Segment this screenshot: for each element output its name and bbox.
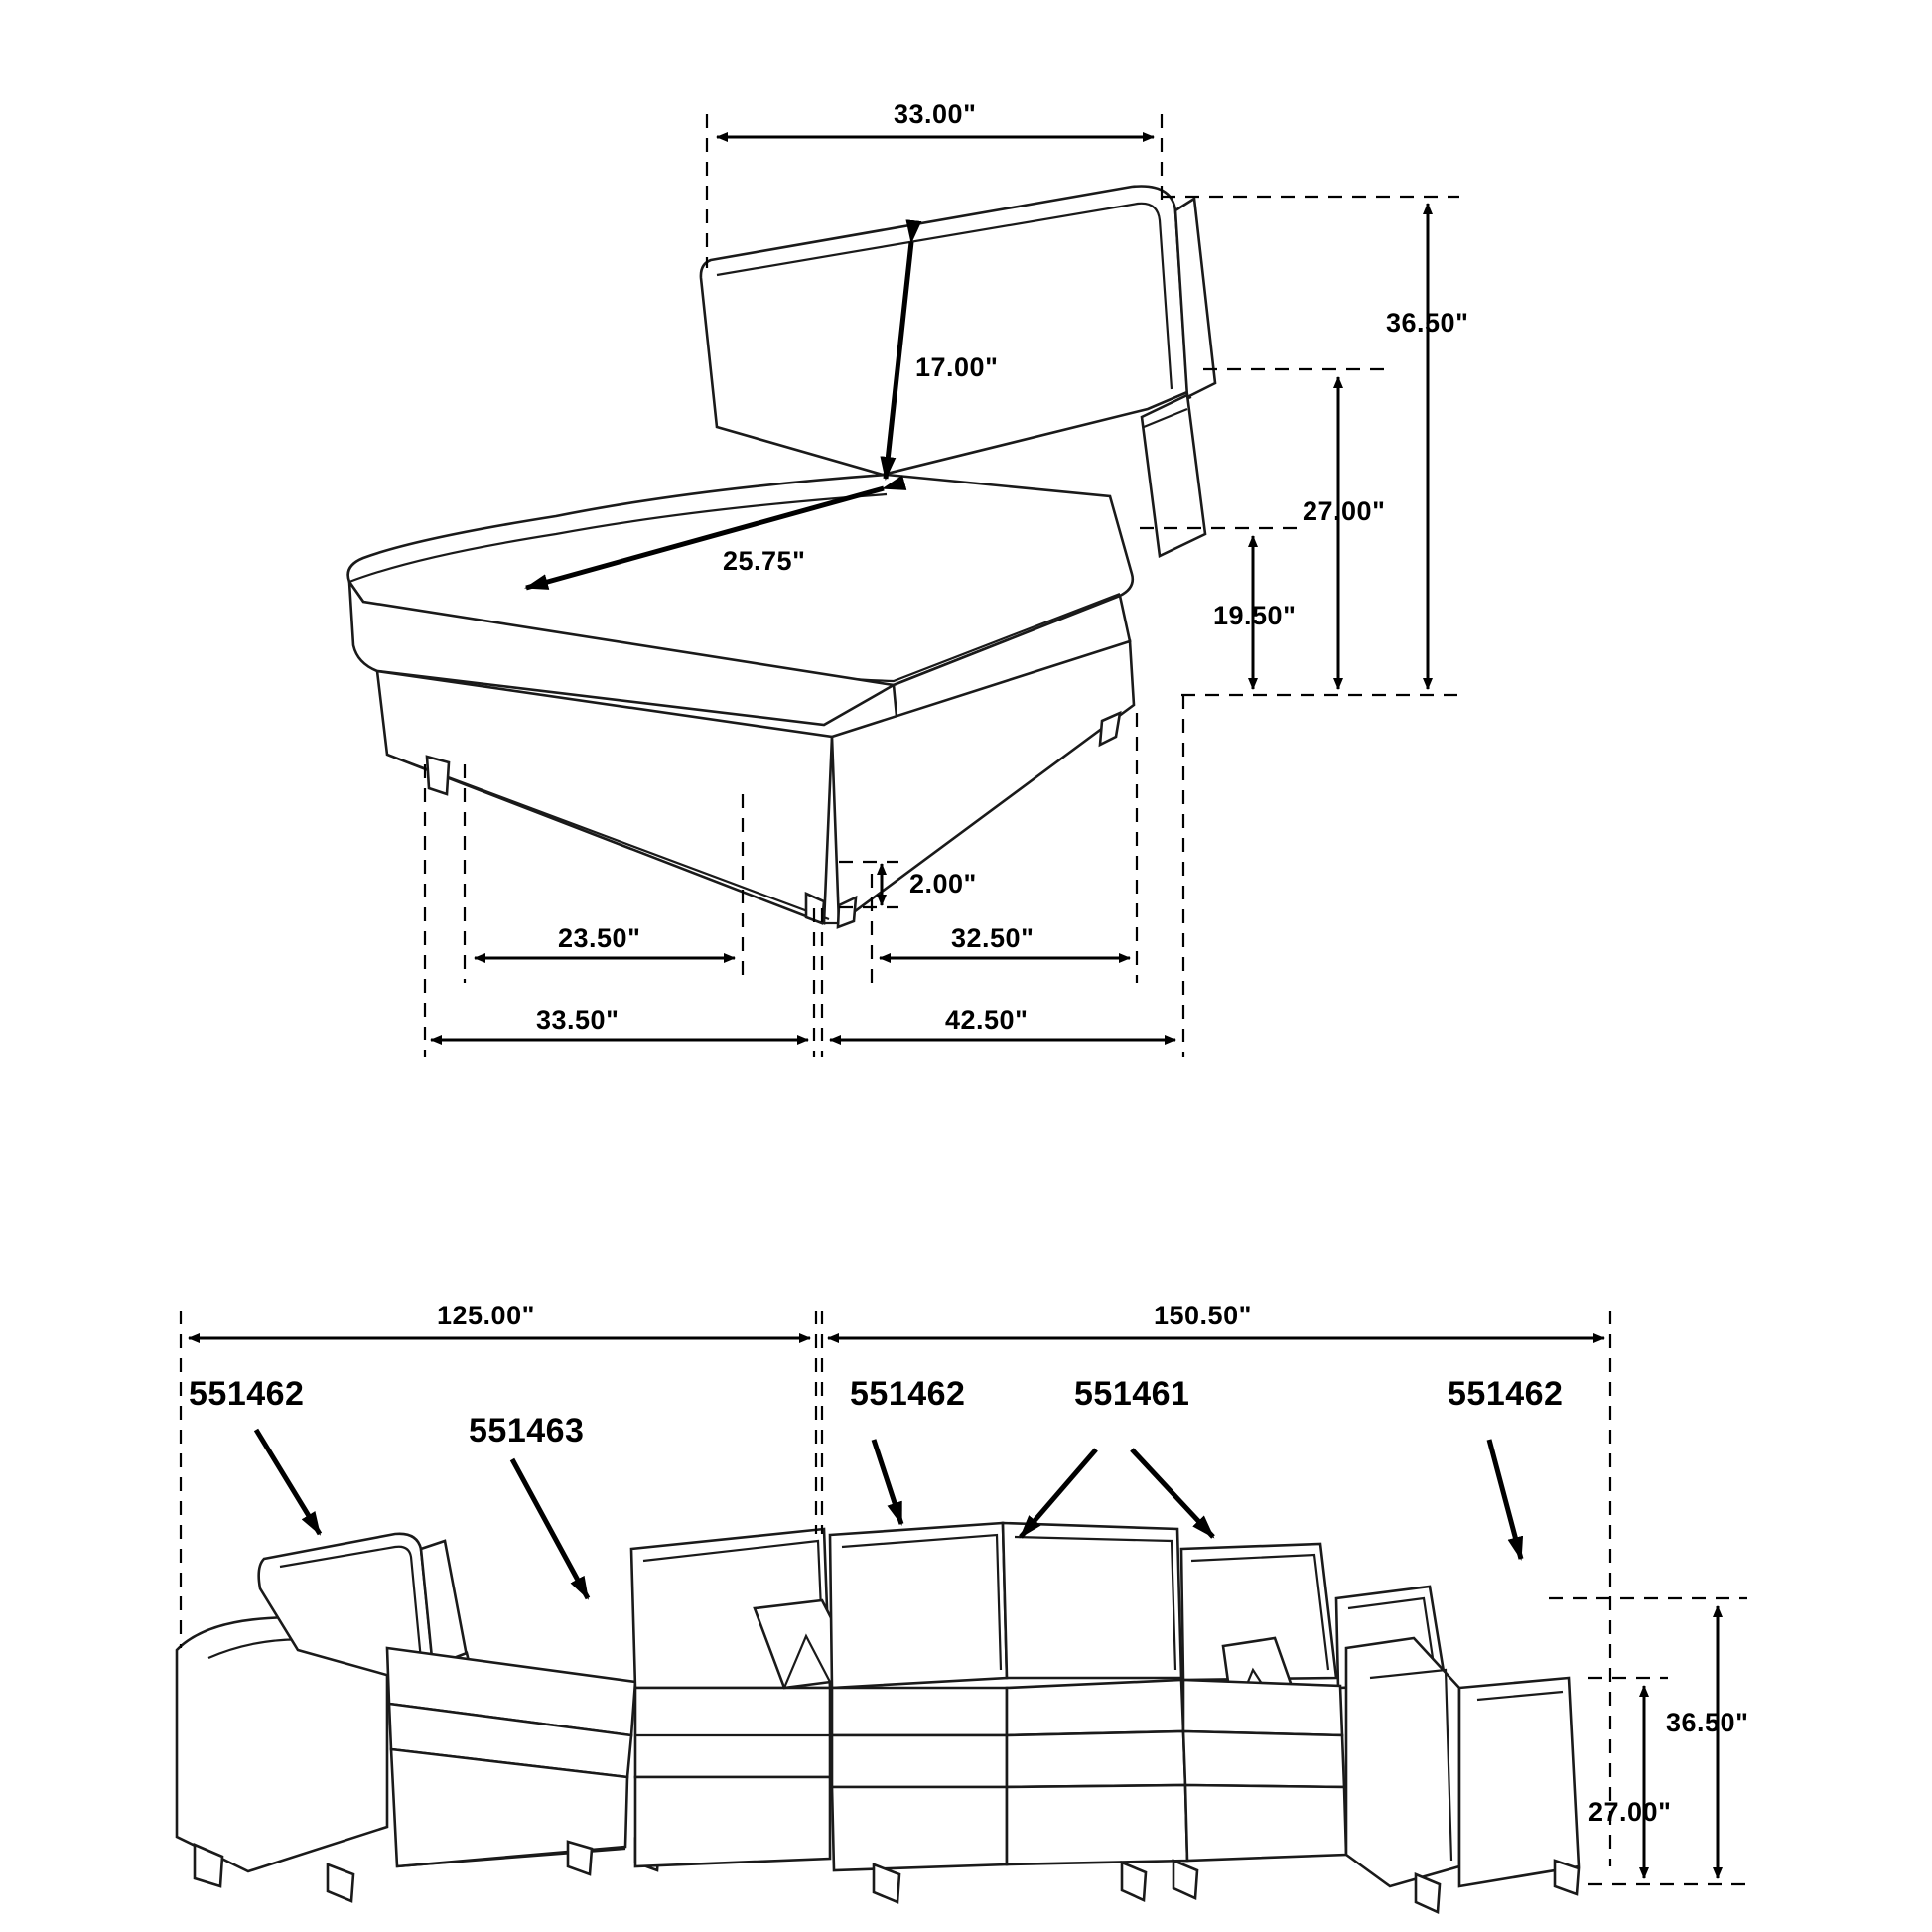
dimension-seat-height-top: 19.50" xyxy=(1213,601,1297,630)
dimension-overall-right-width: 42.50" xyxy=(945,1005,1029,1035)
part-callout-551462-mid: 551462 xyxy=(850,1375,966,1413)
dimension-width-top: 33.00" xyxy=(894,99,977,129)
dimension-overall-height-bottom: 36.50" xyxy=(1666,1708,1749,1737)
dimension-seat-depth-diagonal: 25.75" xyxy=(723,546,806,576)
dimension-leg-height: 2.00" xyxy=(909,869,977,898)
dimension-arm-height-top: 27.00" xyxy=(1303,496,1386,526)
part-callout-551462-right: 551462 xyxy=(1448,1375,1564,1413)
dimension-inner-left-width: 23.50" xyxy=(558,923,641,953)
dimension-right-section-length: 150.50" xyxy=(1154,1301,1252,1330)
part-callout-551463: 551463 xyxy=(469,1412,585,1449)
part-callout-551462-left: 551462 xyxy=(189,1375,305,1413)
dimension-left-section-length: 125.00" xyxy=(437,1301,535,1330)
dimension-overall-height-top: 36.50" xyxy=(1386,308,1469,338)
dimension-seat-height-bottom: 27.00" xyxy=(1588,1797,1672,1827)
dimension-overall-left-width: 33.50" xyxy=(536,1005,620,1035)
sectional-illustration xyxy=(177,1523,1579,1912)
dimension-inner-right-width: 32.50" xyxy=(951,923,1035,953)
dimension-back-cushion-height: 17.00" xyxy=(915,352,999,382)
part-callout-551461: 551461 xyxy=(1074,1375,1190,1413)
